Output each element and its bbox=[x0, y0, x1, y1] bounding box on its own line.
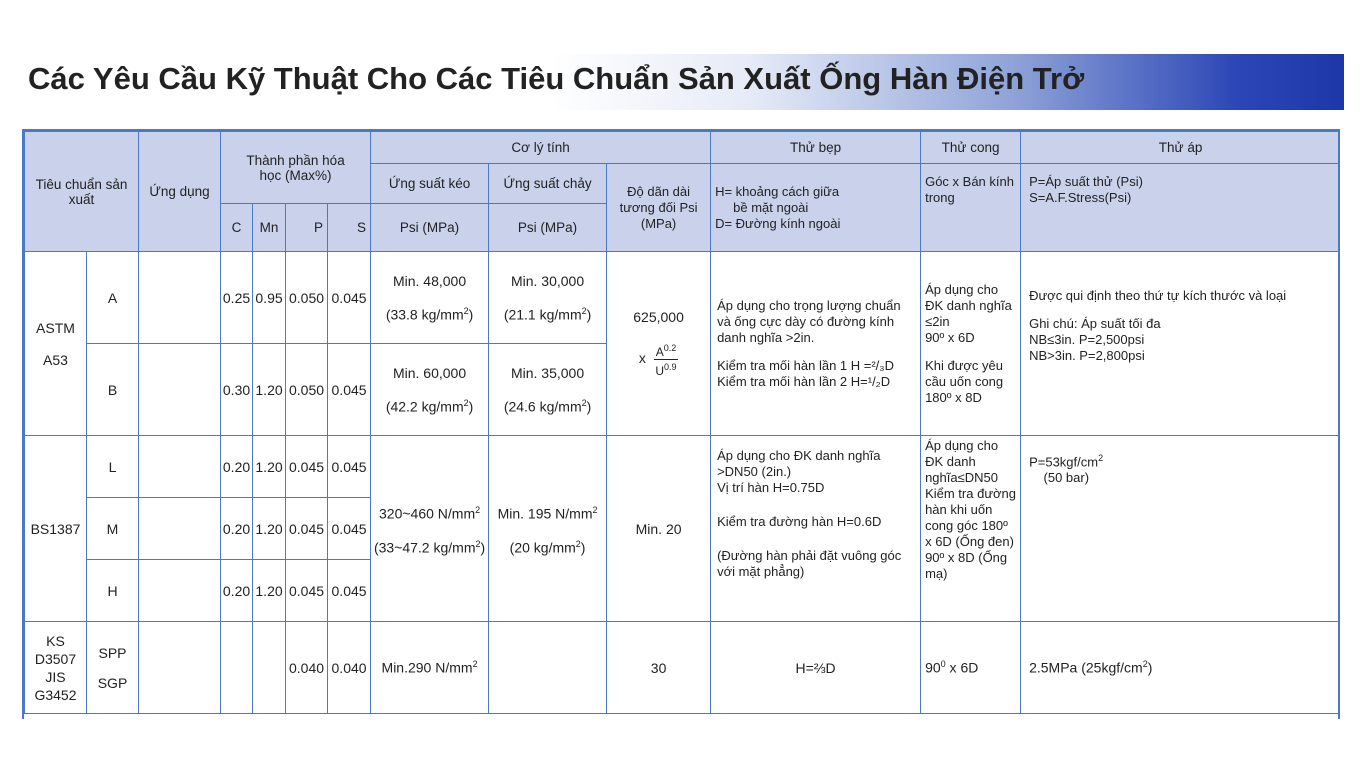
sup-two: 2 bbox=[592, 504, 598, 515]
sup-two: 2 bbox=[581, 397, 587, 408]
bs-pressure-2: (50 bar) bbox=[1043, 470, 1090, 486]
astm-bend-4: 180º x 8D bbox=[925, 389, 982, 405]
header-mech bbox=[371, 132, 711, 164]
bs-l-p: 0.045 bbox=[286, 436, 328, 498]
close-paren: ) bbox=[586, 306, 592, 323]
astm-grade-a: A bbox=[87, 252, 139, 344]
frac-den-exp: 0.9 bbox=[664, 362, 677, 372]
header-chem-label: Thành phần hóa học (Max%) bbox=[246, 152, 345, 183]
astm-grade-b: B bbox=[87, 344, 139, 436]
flatten-desc-1: H= khoảng cách giữa bbox=[715, 183, 840, 199]
bs-tensile-1: 320~460 N/mm bbox=[379, 505, 476, 522]
close-paren: ) bbox=[468, 306, 474, 323]
header-bend-desc bbox=[921, 164, 1021, 252]
astm-b-tensile bbox=[371, 344, 489, 436]
ks-s: 0.040 bbox=[328, 622, 371, 714]
ks-tensile bbox=[371, 622, 489, 714]
ks-bend-value: 90 bbox=[925, 659, 941, 676]
header-yield-unit bbox=[489, 204, 607, 252]
page-title: Các Yêu Cầu Kỹ Thuật Cho Các Tiêu Chuẩn Sản Xuất Ống Hàn Điện Trở bbox=[28, 61, 1085, 96]
astm-a-tensile-1: Min. 48,000 bbox=[392, 272, 467, 289]
header-chem-mn bbox=[253, 204, 286, 252]
bs-name: BS1387 bbox=[25, 436, 87, 622]
ks-bend bbox=[921, 622, 1021, 714]
header-pressure bbox=[1021, 132, 1340, 164]
astm-elong-value: 625,000 bbox=[633, 309, 684, 325]
chem-c-label: C bbox=[231, 220, 242, 235]
bs-h-s: 0.045 bbox=[328, 560, 371, 622]
astm-b-tensile-1: Min. 60,000 bbox=[392, 364, 467, 381]
chem-mn-label: Mn bbox=[259, 220, 279, 235]
flatten-desc-2: bề mặt ngoài bbox=[733, 199, 809, 215]
header-flatten bbox=[711, 132, 921, 164]
bs-grade-m: M bbox=[87, 498, 139, 560]
astm-b-yield bbox=[489, 344, 607, 436]
header-yield bbox=[489, 164, 607, 204]
astm-pressure bbox=[1021, 252, 1340, 436]
bs-h-mn: 1.20 bbox=[253, 560, 286, 622]
astm-b-yield-2: (24.6 kg/mm bbox=[503, 398, 582, 415]
ks-application bbox=[139, 622, 221, 714]
bs-yield bbox=[489, 436, 607, 622]
astm-pressure-4: NB>3in. P=2,800psi bbox=[1029, 348, 1145, 363]
bs-pressure bbox=[1021, 436, 1340, 622]
ks-bend-tail: x 6D bbox=[945, 659, 979, 676]
close-paren: ) bbox=[586, 398, 592, 415]
astm-elong-fraction bbox=[654, 341, 679, 378]
bs-bend-2: Kiểm tra đường hàn khi uốn cong góc 180º x 6D (Ống đen) bbox=[925, 486, 1017, 549]
header-standard bbox=[25, 132, 139, 252]
astm-pressure-2: Ghi chú: Áp suất tối đa bbox=[1029, 316, 1161, 331]
bs-bend-3: 90º x 8D (Ống mạ) bbox=[925, 550, 1008, 581]
astm-elong bbox=[607, 252, 711, 436]
bs-l-mn: 1.20 bbox=[253, 436, 286, 498]
astm-flatten-2: Kiểm tra mối hàn lần 1 H =²/₃D bbox=[717, 357, 894, 373]
astm-flatten bbox=[711, 252, 921, 436]
bs-l-s: 0.045 bbox=[328, 436, 371, 498]
table-row bbox=[25, 252, 1341, 344]
ks-name-1: KS bbox=[46, 632, 65, 649]
header-yield-label: Ứng suất chảy bbox=[503, 176, 592, 191]
ks-c bbox=[221, 622, 253, 714]
astm-b-p: 0.050 bbox=[286, 344, 328, 436]
bs-yield-2: (20 kg/mm bbox=[509, 539, 576, 556]
bs-bend bbox=[921, 436, 1021, 622]
astm-a-c: 0.25 bbox=[221, 252, 253, 344]
astm-bend-3: Khi được yêu cầu uốn cong bbox=[925, 357, 1004, 389]
tensile-unit-label: Psi (MPa) bbox=[399, 220, 460, 235]
astm-b-s: 0.045 bbox=[328, 344, 371, 436]
astm-bend-2: 90º x 6D bbox=[925, 329, 975, 345]
bs-flatten-2: Vị trí hàn H=0.75D bbox=[717, 480, 825, 495]
ks-name bbox=[25, 622, 87, 714]
bs-h-application bbox=[139, 560, 221, 622]
spec-table-container bbox=[22, 129, 1340, 719]
header-application-label: Ứng dụng bbox=[149, 184, 210, 199]
close-paren: ) bbox=[468, 398, 474, 415]
sup-two: 2 bbox=[1142, 659, 1148, 670]
yield-unit-label: Psi (MPa) bbox=[517, 220, 578, 235]
astm-b-tensile-2: (42.2 kg/mm bbox=[385, 398, 464, 415]
header-application bbox=[139, 132, 221, 252]
astm-a-yield-2: (21.1 kg/mm bbox=[503, 306, 582, 323]
bs-h-c: 0.20 bbox=[221, 560, 253, 622]
frac-den: U bbox=[655, 364, 665, 378]
ks-grade-1: SPP bbox=[98, 644, 127, 661]
astm-bend-1: Áp dụng cho ĐK danh nghĩa ≤2in bbox=[925, 281, 1012, 329]
sup-two: 2 bbox=[475, 538, 481, 549]
header-elong-label: Độ dãn dài tương đối Psi (MPa) bbox=[619, 183, 698, 231]
sup-two: 2 bbox=[475, 504, 481, 515]
ks-name-2: D3507 bbox=[34, 650, 77, 667]
astm-a-s: 0.045 bbox=[328, 252, 371, 344]
table-row bbox=[25, 622, 1341, 714]
bs-m-application bbox=[139, 498, 221, 560]
header-flatten-label: Thử bẹp bbox=[790, 140, 842, 155]
sup-two: 2 bbox=[581, 305, 587, 316]
bs-bend-1: Áp dụng cho ĐK danh nghĩa≤DN50 bbox=[925, 438, 999, 485]
bs-flatten-1: Áp dụng cho ĐK danh nghĩa >DN50 (2in.) bbox=[717, 448, 881, 479]
header-tensile-unit bbox=[371, 204, 489, 252]
astm-name-2: A53 bbox=[43, 351, 68, 368]
bs-elong: Min. 20 bbox=[607, 436, 711, 622]
sup-two: 2 bbox=[575, 538, 581, 549]
header-bend bbox=[921, 132, 1021, 164]
header-pressure-desc bbox=[1021, 164, 1340, 252]
header-row-1 bbox=[25, 132, 1341, 164]
sup-two: 2 bbox=[472, 659, 478, 670]
bend-desc: Góc x Bán kính trong bbox=[925, 174, 1014, 205]
astm-bend bbox=[921, 252, 1021, 436]
sup-zero: 0 bbox=[940, 659, 946, 670]
astm-a-mn: 0.95 bbox=[253, 252, 286, 344]
header-tensile-label: Ứng suất kéo bbox=[388, 176, 471, 191]
ks-tensile-value: Min.290 N/mm bbox=[381, 659, 473, 676]
bs-pressure-1: P=53kgf/cm bbox=[1029, 454, 1099, 470]
sup-two: 2 bbox=[463, 397, 469, 408]
sup-two: 2 bbox=[1098, 453, 1104, 463]
ks-flatten: H=⅔D bbox=[711, 622, 921, 714]
header-elong bbox=[607, 164, 711, 252]
bs-m-p: 0.045 bbox=[286, 498, 328, 560]
header-mech-label: Cơ lý tính bbox=[511, 140, 570, 155]
bs-flatten-3: Kiểm tra đường hàn H=0.6D bbox=[717, 514, 882, 529]
astm-a-yield bbox=[489, 252, 607, 344]
header-tensile bbox=[371, 164, 489, 204]
bs-tensile bbox=[371, 436, 489, 622]
close-paren: ) bbox=[1147, 659, 1153, 676]
pressure-desc-2: S=A.F.Stress(Psi) bbox=[1029, 190, 1132, 205]
bs-l-c: 0.20 bbox=[221, 436, 253, 498]
astm-name-1: ASTM bbox=[36, 319, 75, 336]
header-chem bbox=[221, 132, 371, 204]
flatten-desc-3: D= Đường kính ngoài bbox=[715, 215, 841, 231]
astm-b-mn: 1.20 bbox=[253, 344, 286, 436]
chem-s-label: S bbox=[357, 220, 367, 235]
astm-b-yield-1: Min. 35,000 bbox=[510, 364, 585, 381]
bs-grade-h: H bbox=[87, 560, 139, 622]
frac-num: A bbox=[655, 345, 664, 359]
header-flatten-desc bbox=[711, 164, 921, 252]
bs-yield-1: Min. 195 N/mm bbox=[497, 505, 593, 522]
close-paren: ) bbox=[480, 539, 486, 556]
header-bend-label: Thử cong bbox=[941, 140, 1000, 155]
ks-elong: 30 bbox=[607, 622, 711, 714]
sup-two: 2 bbox=[463, 305, 469, 316]
astm-a-p: 0.050 bbox=[286, 252, 328, 344]
astm-name bbox=[25, 252, 87, 436]
table-row bbox=[25, 436, 1341, 498]
spec-table bbox=[24, 131, 1340, 714]
ks-pressure-value: 2.5MPa (25kgf/cm bbox=[1029, 659, 1143, 676]
header-chem-c bbox=[221, 204, 253, 252]
bs-flatten-4: (Đường hàn phải đặt vuông góc với mặt phẳng) bbox=[717, 548, 902, 579]
ks-pressure bbox=[1021, 622, 1340, 714]
header-pressure-label: Thử áp bbox=[1158, 140, 1203, 155]
ks-grade bbox=[87, 622, 139, 714]
bs-l-application bbox=[139, 436, 221, 498]
ks-name-4: G3452 bbox=[34, 686, 77, 703]
bs-flatten bbox=[711, 436, 921, 622]
bs-h-p: 0.045 bbox=[286, 560, 328, 622]
bs-grade-l: L bbox=[87, 436, 139, 498]
ks-name-3: JIS bbox=[45, 668, 66, 685]
close-paren: ) bbox=[580, 539, 586, 556]
astm-a-yield-1: Min. 30,000 bbox=[510, 272, 585, 289]
frac-num-exp: 0.2 bbox=[663, 343, 677, 353]
astm-a-tensile-2: (33.8 kg/mm bbox=[385, 306, 464, 323]
chem-p-label: P bbox=[314, 220, 324, 235]
ks-grade-2: SGP bbox=[97, 674, 128, 691]
astm-b-c: 0.30 bbox=[221, 344, 253, 436]
astm-pressure-1: Được qui định theo thứ tự kích thước và loại bbox=[1029, 288, 1287, 303]
header-standard-label: Tiêu chuẩn sản xuất bbox=[35, 176, 128, 207]
ks-p: 0.040 bbox=[286, 622, 328, 714]
astm-a-tensile bbox=[371, 252, 489, 344]
pressure-desc-1: P=Áp suất thử (Psi) bbox=[1029, 174, 1143, 189]
header-chem-s bbox=[328, 204, 371, 252]
bs-m-s: 0.045 bbox=[328, 498, 371, 560]
ks-mn bbox=[253, 622, 286, 714]
bs-tensile-2: (33~47.2 kg/mm bbox=[373, 539, 476, 556]
astm-elong-x: x bbox=[638, 350, 646, 367]
bs-m-c: 0.20 bbox=[221, 498, 253, 560]
ks-yield bbox=[489, 622, 607, 714]
title-banner bbox=[22, 54, 1344, 110]
astm-pressure-3: NB≤3in. P=2,500psi bbox=[1029, 332, 1145, 347]
astm-flatten-3: Kiểm tra mối hàn lần 2 H=¹/₂D bbox=[717, 373, 891, 389]
astm-a-application bbox=[139, 252, 221, 344]
header-chem-p bbox=[286, 204, 328, 252]
astm-flatten-1: Áp dụng cho trọng lượng chuẩn và ống cực dày có đường kính danh nghĩa >2in. bbox=[717, 297, 901, 345]
bs-m-mn: 1.20 bbox=[253, 498, 286, 560]
astm-b-application bbox=[139, 344, 221, 436]
